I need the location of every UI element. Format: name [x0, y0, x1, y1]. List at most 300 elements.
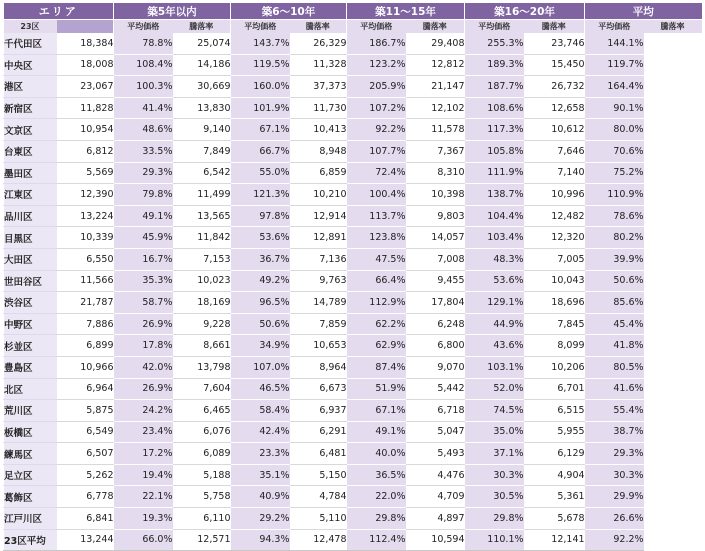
price-cell: 6,701	[524, 378, 585, 400]
price-cell: 12,914	[290, 205, 347, 227]
rate-cell: 96.5%	[231, 292, 290, 314]
table-row	[4, 227, 702, 249]
rate-cell: 72.4%	[347, 162, 406, 184]
rate-cell: 17.8%	[114, 335, 173, 357]
rate-cell: 29.3%	[585, 443, 644, 465]
rate-cell: 101.9%	[231, 97, 290, 119]
table-row	[4, 292, 702, 314]
price-cell: 6,110	[173, 508, 231, 530]
rate-cell: 110.1%	[465, 529, 524, 551]
price-cell: 10,996	[524, 184, 585, 206]
price-cell: 8,310	[406, 162, 465, 184]
price-cell: 4,709	[406, 486, 465, 508]
price-cell: 6,812	[57, 140, 114, 162]
price-cell: 7,886	[57, 313, 114, 335]
price-cell: 6,291	[290, 421, 347, 443]
rate-cell: 55.0%	[231, 162, 290, 184]
rate-cell: 49.2%	[231, 270, 290, 292]
table-row	[4, 184, 702, 206]
rate-cell: 111.9%	[465, 162, 524, 184]
rate-cell: 29.3%	[114, 162, 173, 184]
ward-sub-header	[57, 20, 114, 34]
rate-cell: 24.2%	[114, 400, 173, 422]
price-cell: 37,373	[290, 76, 347, 98]
rate-cell: 35.0%	[465, 421, 524, 443]
price-cell: 10,413	[290, 119, 347, 141]
price-cell: 6,549	[57, 421, 114, 443]
sub-header-rate: 騰落率	[173, 20, 231, 34]
rate-cell: 47.5%	[347, 248, 406, 270]
rate-cell: 94.3%	[231, 529, 290, 551]
table-row	[4, 356, 702, 378]
price-cell: 10,043	[524, 270, 585, 292]
rate-cell: 43.6%	[465, 335, 524, 357]
price-cell: 8,661	[173, 335, 231, 357]
rate-cell: 67.1%	[231, 119, 290, 141]
price-cell: 23,067	[57, 76, 114, 98]
price-cell: 6,515	[524, 400, 585, 422]
group-header-11-15: 築11〜15年	[347, 3, 465, 20]
price-cell: 10,023	[173, 270, 231, 292]
price-cell: 12,571	[173, 529, 231, 551]
rate-cell: 26.9%	[114, 378, 173, 400]
table-row	[4, 378, 702, 400]
table-row	[4, 464, 702, 486]
price-cell: 9,140	[173, 119, 231, 141]
rate-cell: 49.1%	[114, 205, 173, 227]
rate-cell: 30.5%	[465, 486, 524, 508]
ward-name: 目黒区	[4, 227, 57, 249]
price-cell: 12,891	[290, 227, 347, 249]
rate-cell: 22.0%	[347, 486, 406, 508]
rate-cell: 35.1%	[231, 464, 290, 486]
price-cell: 5,442	[406, 378, 465, 400]
price-cell: 14,789	[290, 292, 347, 314]
rate-cell: 58.4%	[231, 400, 290, 422]
ward-name: 荒川区	[4, 400, 57, 422]
rate-cell: 41.4%	[114, 97, 173, 119]
price-cell: 10,653	[290, 335, 347, 357]
price-cell: 12,320	[524, 227, 585, 249]
rate-cell: 38.7%	[585, 421, 644, 443]
sub-header-row	[4, 20, 702, 34]
group-header-16-20: 築16〜20年	[465, 3, 585, 20]
ward-name: 墨田区	[4, 162, 57, 184]
price-cell: 5,110	[290, 508, 347, 530]
price-cell: 11,842	[173, 227, 231, 249]
rate-cell: 29.9%	[585, 486, 644, 508]
rate-cell: 23.4%	[114, 421, 173, 443]
ward-name: 23区平均	[4, 529, 57, 551]
rate-cell: 22.1%	[114, 486, 173, 508]
price-cell: 7,008	[406, 248, 465, 270]
price-cell: 5,150	[290, 464, 347, 486]
rate-cell: 30.3%	[585, 464, 644, 486]
rate-cell: 90.1%	[585, 97, 644, 119]
price-cell: 21,787	[57, 292, 114, 314]
rate-cell: 107.0%	[231, 356, 290, 378]
price-cell: 6,481	[290, 443, 347, 465]
rate-cell: 49.1%	[347, 421, 406, 443]
rate-cell: 48.6%	[114, 119, 173, 141]
table-row	[4, 248, 702, 270]
rate-cell: 17.2%	[114, 443, 173, 465]
rate-cell: 41.8%	[585, 335, 644, 357]
rate-cell: 42.0%	[114, 356, 173, 378]
table-row	[4, 76, 702, 98]
rate-cell: 62.2%	[347, 313, 406, 335]
rate-cell: 29.8%	[465, 508, 524, 530]
rate-cell: 164.4%	[585, 76, 644, 98]
price-cell: 5,955	[524, 421, 585, 443]
price-cell: 6,465	[173, 400, 231, 422]
price-cell: 10,210	[290, 184, 347, 206]
table-row	[4, 400, 702, 422]
price-change-table	[3, 3, 702, 551]
price-cell: 5,758	[173, 486, 231, 508]
price-cell: 13,798	[173, 356, 231, 378]
rate-cell: 78.6%	[585, 205, 644, 227]
rate-cell: 26.6%	[585, 508, 644, 530]
price-cell: 25,074	[173, 33, 231, 54]
rate-cell: 78.8%	[114, 33, 173, 54]
rate-cell: 103.4%	[465, 227, 524, 249]
rate-cell: 123.8%	[347, 227, 406, 249]
price-cell: 18,169	[173, 292, 231, 314]
rate-cell: 107.7%	[347, 140, 406, 162]
group-header-0-5: 築5年以内	[114, 3, 231, 20]
rate-cell: 46.5%	[231, 378, 290, 400]
rate-cell: 41.6%	[585, 378, 644, 400]
price-cell: 9,455	[406, 270, 465, 292]
price-cell: 11,499	[173, 184, 231, 206]
price-cell: 6,248	[406, 313, 465, 335]
table-row	[4, 508, 702, 530]
rate-cell: 104.4%	[465, 205, 524, 227]
price-cell: 14,186	[173, 54, 231, 76]
rate-cell: 51.9%	[347, 378, 406, 400]
rate-cell: 119.5%	[231, 54, 290, 76]
rate-cell: 29.8%	[347, 508, 406, 530]
rate-cell: 113.7%	[347, 205, 406, 227]
price-cell: 7,859	[290, 313, 347, 335]
price-cell: 6,089	[173, 443, 231, 465]
rate-cell: 105.8%	[465, 140, 524, 162]
price-cell: 5,678	[524, 508, 585, 530]
rate-cell: 50.6%	[231, 313, 290, 335]
price-cell: 5,875	[57, 400, 114, 422]
rate-cell: 87.4%	[347, 356, 406, 378]
rate-cell: 39.9%	[585, 248, 644, 270]
rate-cell: 40.9%	[231, 486, 290, 508]
rate-cell: 80.0%	[585, 119, 644, 141]
ward-name: 千代田区	[4, 33, 57, 54]
ward-name: 渋谷区	[4, 292, 57, 314]
price-cell: 9,803	[406, 205, 465, 227]
price-cell: 9,070	[406, 356, 465, 378]
rate-cell: 100.4%	[347, 184, 406, 206]
sub-header-rate: 騰落率	[524, 20, 585, 34]
group-header-average: 平均	[585, 3, 702, 20]
price-cell: 6,673	[290, 378, 347, 400]
rate-cell: 30.3%	[465, 464, 524, 486]
price-cell: 6,778	[57, 486, 114, 508]
price-cell: 26,732	[524, 76, 585, 98]
price-cell: 18,008	[57, 54, 114, 76]
price-cell: 5,047	[406, 421, 465, 443]
rate-cell: 40.0%	[347, 443, 406, 465]
sub-header-price: 平均価格	[465, 20, 524, 34]
rate-cell: 50.6%	[585, 270, 644, 292]
rate-cell: 110.9%	[585, 184, 644, 206]
price-cell: 4,904	[524, 464, 585, 486]
ward-name: 江東区	[4, 184, 57, 206]
price-cell: 6,718	[406, 400, 465, 422]
price-cell: 21,147	[406, 76, 465, 98]
rate-cell: 26.9%	[114, 313, 173, 335]
rate-cell: 36.5%	[347, 464, 406, 486]
rate-cell: 187.7%	[465, 76, 524, 98]
price-cell: 6,899	[57, 335, 114, 357]
price-cell: 23,746	[524, 33, 585, 54]
ward-name: 中央区	[4, 54, 57, 76]
price-cell: 8,099	[524, 335, 585, 357]
price-cell: 11,328	[290, 54, 347, 76]
rate-cell: 75.2%	[585, 162, 644, 184]
sub-header-price: 平均価格	[585, 20, 644, 34]
rate-cell: 108.6%	[465, 97, 524, 119]
price-cell: 15,450	[524, 54, 585, 76]
average-row	[4, 529, 702, 551]
price-cell: 6,542	[173, 162, 231, 184]
rate-cell: 129.1%	[465, 292, 524, 314]
price-cell: 18,384	[57, 33, 114, 54]
price-cell: 8,948	[290, 140, 347, 162]
price-cell: 9,228	[173, 313, 231, 335]
table-row	[4, 335, 702, 357]
region-label: 23区	[4, 20, 57, 34]
price-cell: 10,966	[57, 356, 114, 378]
table-row	[4, 97, 702, 119]
rate-cell: 35.3%	[114, 270, 173, 292]
sub-header-rate: 騰落率	[644, 20, 702, 34]
rate-cell: 34.9%	[231, 335, 290, 357]
rate-cell: 79.8%	[114, 184, 173, 206]
rate-cell: 112.4%	[347, 529, 406, 551]
rate-cell: 52.0%	[465, 378, 524, 400]
rate-cell: 45.4%	[585, 313, 644, 335]
table-row	[4, 33, 702, 54]
ward-name: 豊島区	[4, 356, 57, 378]
rate-cell: 144.1%	[585, 33, 644, 54]
table-row	[4, 140, 702, 162]
rate-cell: 85.6%	[585, 292, 644, 314]
price-cell: 6,129	[524, 443, 585, 465]
price-cell: 5,569	[57, 162, 114, 184]
rate-cell: 92.2%	[585, 529, 644, 551]
price-cell: 6,507	[57, 443, 114, 465]
sub-header-price: 平均価格	[347, 20, 406, 34]
price-cell: 10,954	[57, 119, 114, 141]
rate-cell: 74.5%	[465, 400, 524, 422]
price-cell: 11,730	[290, 97, 347, 119]
rate-cell: 19.4%	[114, 464, 173, 486]
rate-cell: 44.9%	[465, 313, 524, 335]
rate-cell: 117.3%	[465, 119, 524, 141]
ward-name: 台東区	[4, 140, 57, 162]
rate-cell: 160.0%	[231, 76, 290, 98]
price-cell: 12,141	[524, 529, 585, 551]
price-cell: 5,188	[173, 464, 231, 486]
rate-cell: 16.7%	[114, 248, 173, 270]
rate-cell: 205.9%	[347, 76, 406, 98]
price-cell: 7,153	[173, 248, 231, 270]
area-header: エリア	[4, 3, 114, 20]
price-cell: 9,763	[290, 270, 347, 292]
price-cell: 10,612	[524, 119, 585, 141]
price-cell: 17,804	[406, 292, 465, 314]
rate-cell: 66.7%	[231, 140, 290, 162]
price-cell: 5,262	[57, 464, 114, 486]
rate-cell: 45.9%	[114, 227, 173, 249]
rate-cell: 112.9%	[347, 292, 406, 314]
price-cell: 7,005	[524, 248, 585, 270]
rate-cell: 55.4%	[585, 400, 644, 422]
rate-cell: 23.3%	[231, 443, 290, 465]
price-cell: 5,493	[406, 443, 465, 465]
rate-cell: 143.7%	[231, 33, 290, 54]
rate-cell: 100.3%	[114, 76, 173, 98]
price-cell: 6,964	[57, 378, 114, 400]
rate-cell: 48.3%	[465, 248, 524, 270]
price-cell: 12,482	[524, 205, 585, 227]
rate-cell: 255.3%	[465, 33, 524, 54]
table-row	[4, 313, 702, 335]
price-cell: 13,224	[57, 205, 114, 227]
price-cell: 11,566	[57, 270, 114, 292]
price-cell: 10,339	[57, 227, 114, 249]
price-cell: 6,841	[57, 508, 114, 530]
table-row	[4, 270, 702, 292]
table-row	[4, 421, 702, 443]
rate-cell: 37.1%	[465, 443, 524, 465]
price-cell: 7,604	[173, 378, 231, 400]
price-cell: 7,845	[524, 313, 585, 335]
ward-name: 板橋区	[4, 421, 57, 443]
ward-name: 港区	[4, 76, 57, 98]
price-cell: 14,057	[406, 227, 465, 249]
ward-name: 練馬区	[4, 443, 57, 465]
price-cell: 6,937	[290, 400, 347, 422]
group-header-row	[4, 3, 702, 20]
price-cell: 18,696	[524, 292, 585, 314]
price-cell: 5,361	[524, 486, 585, 508]
rate-cell: 189.3%	[465, 54, 524, 76]
rate-cell: 66.4%	[347, 270, 406, 292]
price-cell: 12,102	[406, 97, 465, 119]
price-cell: 12,478	[290, 529, 347, 551]
ward-name: 葛飾区	[4, 486, 57, 508]
table-row	[4, 443, 702, 465]
price-cell: 6,800	[406, 335, 465, 357]
table-body	[4, 33, 702, 551]
table-row	[4, 486, 702, 508]
rate-cell: 19.3%	[114, 508, 173, 530]
price-cell: 7,646	[524, 140, 585, 162]
price-cell: 11,828	[57, 97, 114, 119]
sub-header-rate: 騰落率	[290, 20, 347, 34]
price-cell: 8,964	[290, 356, 347, 378]
price-cell: 12,390	[57, 184, 114, 206]
group-header-6-10: 築6〜10年	[231, 3, 347, 20]
rate-cell: 103.1%	[465, 356, 524, 378]
table-row	[4, 205, 702, 227]
rate-cell: 70.6%	[585, 140, 644, 162]
price-cell: 30,669	[173, 76, 231, 98]
rate-cell: 80.5%	[585, 356, 644, 378]
ward-name: 世田谷区	[4, 270, 57, 292]
price-cell: 29,408	[406, 33, 465, 54]
price-cell: 12,812	[406, 54, 465, 76]
rate-cell: 36.7%	[231, 248, 290, 270]
price-cell: 7,849	[173, 140, 231, 162]
price-cell: 10,398	[406, 184, 465, 206]
ward-name: 杉並区	[4, 335, 57, 357]
table-row	[4, 119, 702, 141]
rate-cell: 29.2%	[231, 508, 290, 530]
rate-cell: 66.0%	[114, 529, 173, 551]
price-cell: 6,076	[173, 421, 231, 443]
price-cell: 4,476	[406, 464, 465, 486]
rate-cell: 92.2%	[347, 119, 406, 141]
rate-cell: 33.5%	[114, 140, 173, 162]
rate-cell: 67.1%	[347, 400, 406, 422]
price-cell: 13,244	[57, 529, 114, 551]
price-cell: 11,578	[406, 119, 465, 141]
ward-name: 中野区	[4, 313, 57, 335]
price-cell: 7,367	[406, 140, 465, 162]
price-cell: 12,658	[524, 97, 585, 119]
price-cell: 26,329	[290, 33, 347, 54]
rate-cell: 62.9%	[347, 335, 406, 357]
price-cell: 6,550	[57, 248, 114, 270]
price-cell: 4,897	[406, 508, 465, 530]
rate-cell: 108.4%	[114, 54, 173, 76]
rate-cell: 42.4%	[231, 421, 290, 443]
rate-cell: 80.2%	[585, 227, 644, 249]
rate-cell: 186.7%	[347, 33, 406, 54]
ward-name: 文京区	[4, 119, 57, 141]
sub-header-rate: 騰落率	[406, 20, 465, 34]
price-cell: 10,594	[406, 529, 465, 551]
price-cell: 10,206	[524, 356, 585, 378]
rate-cell: 97.8%	[231, 205, 290, 227]
ward-name: 新宿区	[4, 97, 57, 119]
table-row	[4, 162, 702, 184]
price-cell: 7,140	[524, 162, 585, 184]
rate-cell: 138.7%	[465, 184, 524, 206]
ward-name: 江戸川区	[4, 508, 57, 530]
sub-header-price: 平均価格	[114, 20, 173, 34]
ward-name: 大田区	[4, 248, 57, 270]
sub-header-price: 平均価格	[231, 20, 290, 34]
rate-cell: 53.6%	[465, 270, 524, 292]
rate-cell: 58.7%	[114, 292, 173, 314]
price-cell: 4,784	[290, 486, 347, 508]
ward-name: 北区	[4, 378, 57, 400]
price-cell: 13,565	[173, 205, 231, 227]
price-cell: 13,830	[173, 97, 231, 119]
